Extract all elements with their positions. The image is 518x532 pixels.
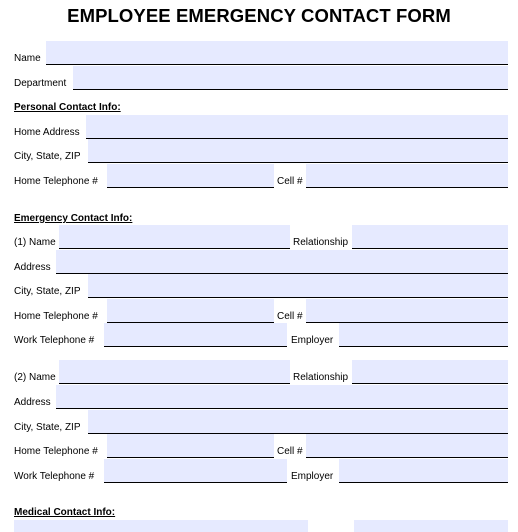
contact1-cell-label: Cell # (277, 311, 303, 322)
contact2-home-telephone-field[interactable] (107, 434, 274, 458)
contact1-home-telephone-label: Home Telephone # (14, 311, 98, 322)
contact1-home-telephone-field[interactable] (107, 299, 274, 323)
department-label: Department (14, 78, 67, 89)
contact1-name-field[interactable] (59, 225, 290, 249)
contact2-city-state-zip-label: City, State, ZIP (14, 422, 81, 433)
contact2-cell-label: Cell # (277, 446, 303, 457)
contact2-city-state-zip-field[interactable] (88, 410, 508, 434)
medical-contact-field-partial-right[interactable] (354, 520, 508, 532)
home-address-label: Home Address (14, 127, 80, 138)
personal-contact-heading: Personal Contact Info: (14, 102, 121, 113)
contact1-relationship-label: Relationship (293, 237, 349, 248)
city-state-zip-label: City, State, ZIP (14, 151, 81, 162)
contact1-employer-field[interactable] (339, 323, 508, 347)
contact1-cell-field[interactable] (306, 299, 508, 323)
medical-contact-heading: Medical Contact Info: (14, 507, 116, 518)
contact1-address-field[interactable] (56, 250, 508, 274)
department-field[interactable] (73, 66, 508, 90)
contact2-name-field[interactable] (59, 360, 290, 384)
contact2-relationship-field[interactable] (352, 360, 508, 384)
home-telephone-field[interactable] (107, 164, 274, 188)
contact2-relationship-label: Relationship (293, 372, 349, 383)
contact1-city-state-zip-label: City, State, ZIP (14, 286, 81, 297)
home-address-field[interactable] (86, 115, 508, 139)
name-label: Name (14, 53, 41, 64)
contact2-home-telephone-label: Home Telephone # (14, 446, 98, 457)
contact2-employer-field[interactable] (339, 459, 508, 483)
city-state-zip-field[interactable] (88, 139, 508, 163)
contact1-city-state-zip-field[interactable] (88, 274, 508, 298)
form-title: EMPLOYEE EMERGENCY CONTACT FORM (67, 5, 451, 26)
contact2-address-field[interactable] (56, 385, 508, 409)
contact1-work-telephone-field[interactable] (104, 323, 287, 347)
medical-contact-field-partial[interactable] (14, 520, 308, 532)
name-field[interactable] (46, 41, 508, 65)
home-telephone-label: Home Telephone # (14, 176, 98, 187)
contact2-work-telephone-label: Work Telephone # (14, 471, 95, 482)
contact1-employer-label: Employer (291, 335, 334, 346)
contact1-work-telephone-label: Work Telephone # (14, 335, 95, 346)
contact2-name-label: (2) Name (14, 372, 56, 383)
cell-label: Cell # (277, 176, 303, 187)
contact2-cell-field[interactable] (306, 434, 508, 458)
contact1-name-label: (1) Name (14, 237, 56, 248)
contact2-employer-label: Employer (291, 471, 334, 482)
contact2-address-label: Address (14, 397, 51, 408)
contact2-work-telephone-field[interactable] (104, 459, 287, 483)
cell-field[interactable] (306, 164, 508, 188)
contact1-relationship-field[interactable] (352, 225, 508, 249)
contact1-address-label: Address (14, 262, 51, 273)
emergency-contact-heading: Emergency Contact Info: (14, 213, 133, 224)
